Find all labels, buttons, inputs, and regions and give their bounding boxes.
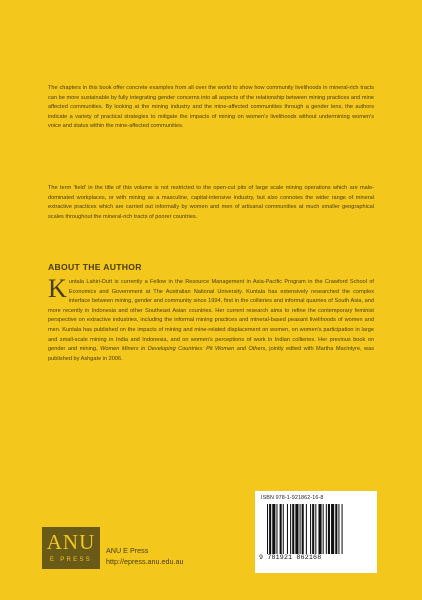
author-bio xyxy=(48,274,375,364)
barcode-bar xyxy=(269,504,271,554)
author-bio-text-1: untala Lahiri-Dutt is currently a Fellow in the Resource Management in Asia-Pacific Program in the Crawford School of Economics and Government at The Australian National University. Kuntala has extensively researched the complex interface between mining, gender and community since 1994, first in the collieries and informal quarries of South Asia, and more recently in Indonesia and other Southeast Asian countries. Her current research aims to refine the contemporary feminist perspective on extractive industries, including the informal mining practices and mineral-based peasant livelihoods of women and men. Kuntala has published on the impacts of mining and mine-related displacement on women, on women's participation in large and small-scale mining in India and Indonesia, and on women's perceptions of work in Indian collieries. Her previous book on gender and mining, xyxy=(48,279,374,353)
isbn-barcode-panel xyxy=(255,491,377,573)
about-author-heading: ABOUT THE AUTHOR xyxy=(48,262,142,272)
barcode-bar xyxy=(326,504,327,554)
barcode-bar xyxy=(290,504,291,554)
barcode-bar xyxy=(300,504,301,554)
barcode-bar xyxy=(335,504,337,554)
description-paragraph-2: The term 'field' in the title of this volume is not restricted to the open-cut pits of large scale mining operations which are male-dominated workplaces, or with mining as a masculine, capital-intensive industry, but also connotes the wider range of mineral extractive practices which are carried out informally by women and men of artisanal communities at much smaller geographical scales throughout the mineral-rich tracts of poorer countries. xyxy=(48,185,374,220)
barcode-bar xyxy=(287,504,288,554)
barcode-number: 9 781921 862168 xyxy=(259,554,322,561)
barcode-bar xyxy=(328,504,330,554)
anu-epress-logo xyxy=(42,527,100,569)
barcode-bar xyxy=(310,504,311,554)
barcode-bar xyxy=(302,504,304,554)
barcode-bar xyxy=(342,504,343,554)
publisher-name: ANU E Press xyxy=(106,546,149,555)
barcode-bar xyxy=(338,504,339,554)
barcode-bar xyxy=(272,504,275,554)
barcode-icon xyxy=(267,504,367,554)
barcode-bar xyxy=(283,504,284,554)
logo-subtitle: E PRESS xyxy=(49,557,93,563)
barcode-bar xyxy=(267,504,268,554)
barcode-bar xyxy=(331,504,334,554)
isbn-label: ISBN 978-1-921862-16-8 xyxy=(261,495,324,501)
barcode-bar xyxy=(276,504,277,554)
publisher-url[interactable]: http://epress.anu.edu.au xyxy=(106,557,184,566)
barcode-bar xyxy=(315,504,316,554)
drop-cap: K xyxy=(48,274,67,303)
barcode-bar xyxy=(312,504,314,554)
barcode-bar xyxy=(292,504,294,554)
barcode-bar xyxy=(306,504,307,554)
barcode-bar xyxy=(323,504,324,554)
previous-book-title: Women Miners in Developing Countries: Pit Women and Others xyxy=(100,346,266,353)
barcode-bar xyxy=(318,504,321,554)
description-paragraph-1: The chapters in this book offer concrete examples from all over the world to show how community livelihoods in mineral-rich tracts can be more sustainable by fully integrating gender concerns into all aspects of the relationship between mining practices and mine affected communities. By looking at the mining industry and the mine-affected communities through a gender lens, the authors indicate a variety of practical strategies to mitigate the impacts of mining on women's livelihoods without undermining women's voice and status within the mine-affected communities. xyxy=(48,85,374,130)
author-bio-text-2: , jointly edited with Martha Macintyre, was published by Ashgate in 2006. xyxy=(48,346,375,362)
barcode-bar xyxy=(280,504,282,554)
barcode-bar xyxy=(295,504,298,554)
logo-wordmark: ANU xyxy=(46,530,96,554)
